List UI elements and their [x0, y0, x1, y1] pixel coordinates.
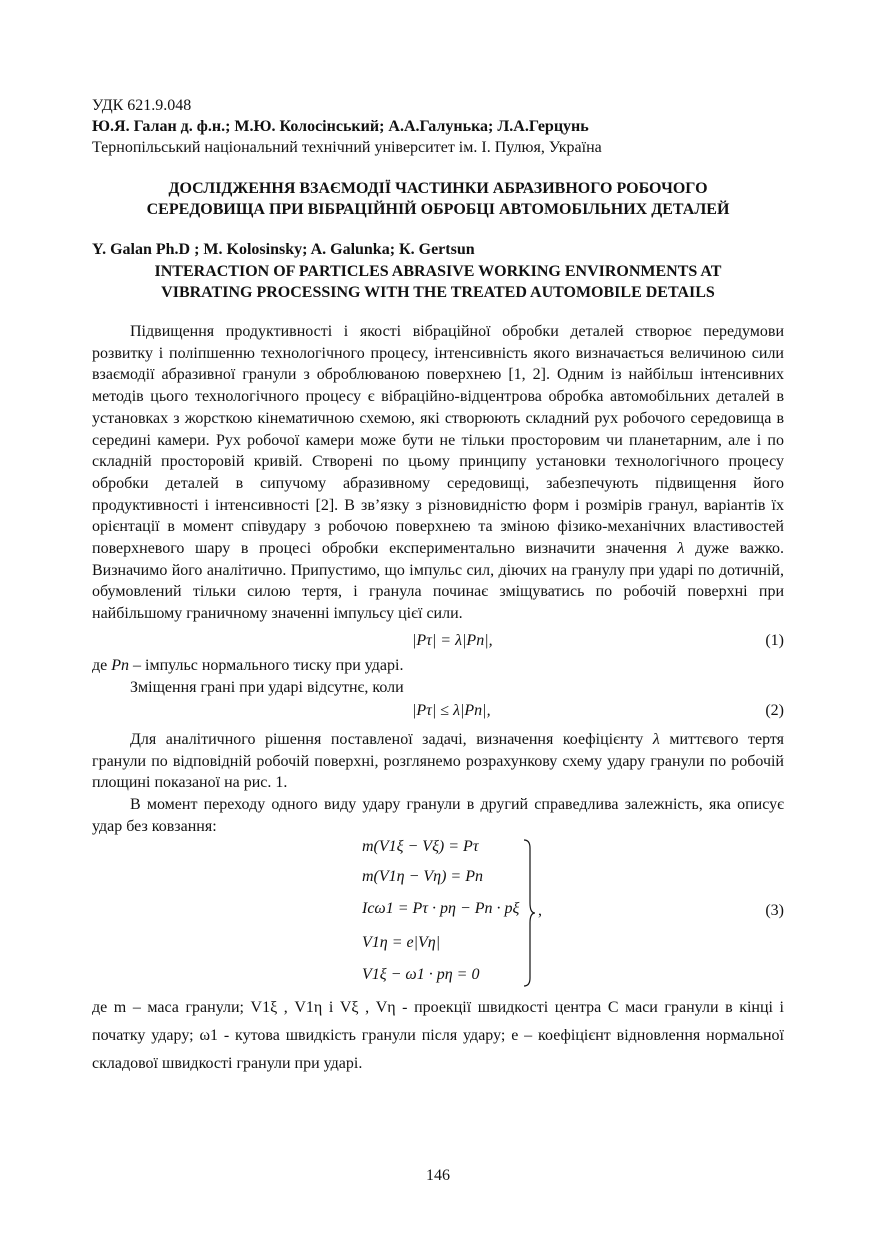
udk-code: УДК 621.9.048: [92, 97, 192, 114]
definition-pn: [92, 655, 784, 677]
lambda-symbol: λ: [677, 540, 685, 558]
title-en-line-1: INTERACTION OF PARTICLES ABRASIVE WORKING ENVIRONMENTS AT: [154, 263, 722, 280]
system-comma: ,: [538, 902, 542, 919]
right-brace-icon: [522, 838, 536, 988]
lambda-symbol: λ: [652, 731, 660, 748]
authors-english: Y. Galan Ph.D ; M. Kolosinsky; A. Galunka; К. Gertsun: [92, 241, 475, 258]
definition-text: – імпульс нормального тиску при ударі.: [133, 657, 404, 674]
paragraph-analytic-text-a: Для аналітичного рішення поставленої задачі, визначення коефіцієнту: [130, 731, 644, 748]
equation-1-formula: |Pτ| = λ|Pn|,: [412, 632, 493, 649]
definition-prefix: де: [92, 657, 108, 674]
paragraph-intro-text-a: Підвищення продуктивності і якості вібраційної обробки деталей створює передумови розвитку і поліпшенню технологічного процесу, інтенсивність якого визначається величиною сили взаємодії абразивної гранули з оброблюваною поверхнею [1, 2]. Одним із найбільш інтенсивних методів цього технологічного процесу є вібраційно-відцентрова обробка автомобільних деталей в установках з жорсткою кінематичною схемою, які створюють складний рух робочого середовища в середині камери. Рух робочої камери може бути не тільки просторовим чи планетарним, але і по складній просторовій кривій. Створені по цьому принципу установки технологічного процесу обробки деталей в сипучому абразивному середовищі, забезпечують підвищення його продуктивності і інтенсивності [2]. В зв’язку з різновидністю форм і розмірів гранул, варіантів їх орієнтації в момент співудару з робочою поверхнею та зміною фізико-механічних властивостей поверхневого шару в процесі обробки експериментально визначити значення: [92, 323, 784, 558]
equation-3-number: (3): [765, 902, 784, 919]
title-english: [92, 261, 784, 303]
title-ua-line-2: СЕРЕДОВИЩА ПРИ ВІБРАЦІЙНІЙ ОБРОБЦІ АВТОМОБІЛЬНИХ ДЕТАЛЕЙ: [146, 201, 730, 218]
affiliation: Тернопільський національний технічний університет ім. І. Пулюя, Україна: [92, 139, 602, 156]
system-row: m(V1η − Vη) = Pn: [362, 868, 483, 885]
equation-2-number: (2): [765, 702, 784, 719]
equation-system-3: [362, 838, 622, 988]
paragraph-intro-text-b: дуже важко. Визначимо його аналітично. Припустимо, що імпульс сил, діючих на гранулу при ударі по дотичній, обумовлений тільки силою тертя, і гранула починає зміщуватись по робочій поверхні при найбільшому граничному значенні імпульсу цієї сили.: [92, 540, 785, 623]
paragraph-analytic-text-b: миттєвого тертя гранули по відповідній робочій поверхні, розглянемо розрахункову схему удару гранули по робочій площині показаної на рис. 1.: [92, 731, 785, 792]
system-row: Icω1 = Pτ · pη − Pn · pξ: [362, 900, 520, 917]
equation-2: [92, 702, 784, 724]
page-number: 146: [426, 1167, 450, 1184]
equation-1: [92, 632, 784, 654]
title-en-line-2: VIBRATING PROCESSING WITH THE TREATED AUTOMOBILE DETAILS: [161, 284, 715, 301]
paragraph-no-shift: Зміщення грані при ударі відсутнє, коли: [130, 679, 404, 696]
system-row: V1η = e|Vη|: [362, 934, 441, 951]
system-row: V1ξ − ω1 · pη = 0: [362, 966, 480, 983]
equation-2-formula: |Pτ| ≤ λ|Pn|,: [412, 702, 491, 719]
title-ua-line-1: ДОСЛІДЖЕННЯ ВЗАЄМОДІЇ ЧАСТИНКИ АБРАЗИВНОГО РОБОЧОГО: [168, 180, 708, 197]
authors-ukrainian: Ю.Я. Галан д. ф.н.; М.Ю. Колосінський; А.А.Галунька; Л.А.Герцунь: [92, 118, 589, 135]
paragraph-intro: [92, 321, 784, 625]
pn-symbol: Pn: [111, 657, 130, 674]
paragraph-symbols: де m – маса гранули; V1ξ , V1η і Vξ , Vη - проекції швидкості центра С маси гранули в кінці і початку удару; ω1 - кутова швидкість гранули після удару; e – коефіцієнт відновлення нормальної складової швидкості гранули при ударі.: [92, 999, 784, 1072]
paragraph-transition: В момент переходу одного виду удару гранули в другий справедлива залежність, яка описує удар без ковзання:: [92, 796, 784, 835]
paragraph-analytic: [92, 729, 784, 794]
system-row: m(V1ξ − Vξ) = Pτ: [362, 838, 479, 855]
title-ukrainian: [92, 178, 784, 220]
equation-1-number: (1): [765, 632, 784, 649]
